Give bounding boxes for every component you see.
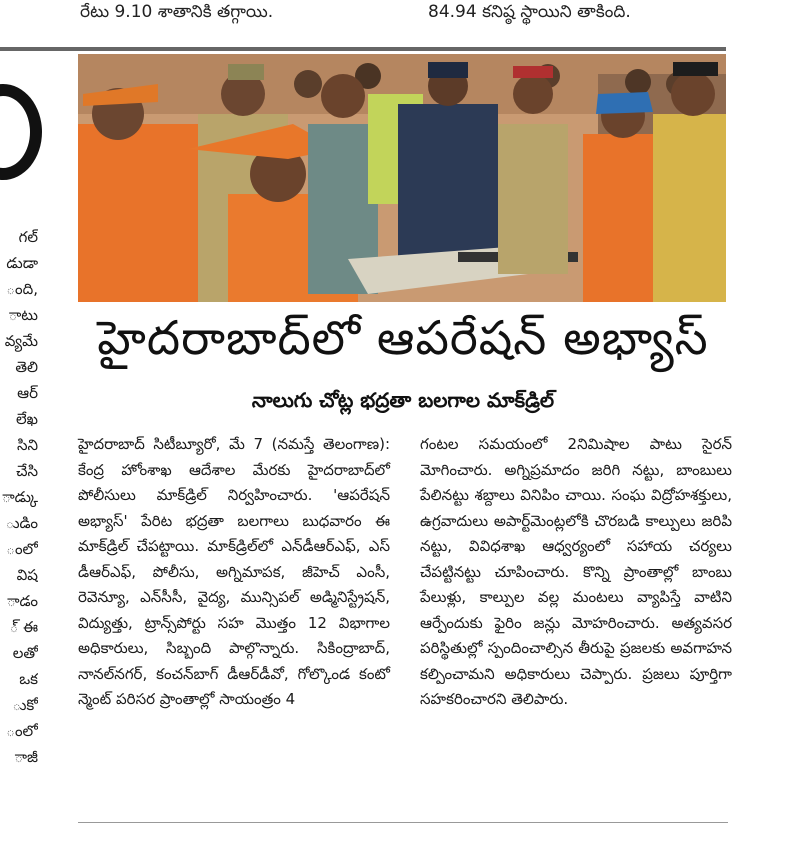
left-column-fragment: విష [16,566,38,584]
left-column-fragment: లేఖ [16,410,38,428]
left-column-fragment: సిని [16,436,38,454]
left-column-fragment: ుకో [12,696,38,714]
left-column-fragment: ాజీ [14,748,38,766]
left-column-fragment: ంది, [6,280,38,298]
left-column-fragment: వ్యమే [4,332,38,350]
left-column-fragment: లతో [12,644,38,662]
article-subhead: నాలుగు చోట్ల భద్రతా బలగాల మాక్‌డ్రిల్ [251,388,555,412]
left-column-fragment: ్ ఈ [9,618,38,636]
article-body-text-2: గంటల సమయంలో 2నిమిషాల పాటు సైరన్ మోగించారు. అగ్నిప్రమాదం జరిగి నట్టు, బాంబులు పేలినట్టు శబ్దాలు వినిపిం చాయి. సంఘ విద్రోహశక్తులు, ఉగ్రవాదులు అపార్ట్‌మెంట్లలోకి చొరబడి కాల్పులు జరిపి నట్టు, వివిధశాఖ ఆధ్వర్యంలో సహాయ చర్యలు చేపట్టినట్టు చూపించారు. కొన్ని ప్రాంతాల్లో బాంబు పేలుళ్లు, కాల్పుల వల్ల మంటలు వ్యాపిస్తే వాటిని ఆర్పేందుకు ఫైరిం జన్లు మోహరించారు. అత్యవసర పరిస్థితుల్లో స్పందించాల్సిన తీరుపై ప్రజలకు అవగాహన కల్పించామని అధికారులు చెప్పారు. ప్రజలు పూర్తిగా సహకరించారని తెలిపారు. [420,435,732,708]
left-column-fragment: ంలో [6,540,38,558]
article-body-text-1: హైదరాబాద్ సిటీబ్యూరో, మే 7 (నమస్తే తెలంగాణ): కేంద్ర హోంశాఖ ఆదేశాల మేరకు హైదరాబాద్‌లో పోలీసులు మాక్‌డ్రిల్ నిర్వహించారు. 'ఆపరేషన్ అభ్యాస్' పేరిట భద్రతా బలగాలు బుధవారం ఈ మాక్‌డ్రిల్ చేపట్టాయి. మాక్‌డ్రిల్‌లో ఎన్‌డీఆర్‌ఎఫ్, ఎస్ డీఆర్‌ఎఫ్, పోలీసు, అగ్నిమాపక, జీహెచ్ ఎంసీ, రెవెన్యూ, ఎన్‌సీసీ, వైద్య, మున్సిపల్ అడ్మినిస్ట్రేషన్, విద్యుత్తు, ట్రాన్స్‌పోర్టు సహ మొత్తం 12 విభాగాల అధికారులు, సిబ్బంది పాల్గొన్నారు. సికింద్రాబాద్, నానల్‌నగర్, కంచన్‌బాగ్ డీఆర్‌డీవో, గోల్కొండ కంటో న్మెంట్ పరిసర ప్రాంతాల్లో సాయంత్రం 4 [78,435,390,708]
article-body-column-2 [420,432,732,713]
left-column-fragment: ాటు [8,306,38,324]
cropped-headline-glyph [0,84,42,180]
article-headline: హైదరాబాద్‌లో ఆపరేషన్ అభ్యాస్ [97,311,709,366]
left-column-fragment: తెలి [15,358,38,376]
news-photo [78,54,726,302]
left-column-fragment: ాడం [6,592,38,610]
left-column-fragment: ఆర్ [17,384,38,402]
left-column-fragment: ంలో [6,722,38,740]
left-column-fragment: గల్ [18,228,38,246]
left-column-fragment: డుడా [6,254,38,272]
article-body-column-1 [78,432,390,713]
bottom-divider [78,822,728,823]
rescue-drill-photo-icon [78,54,726,302]
left-column-fragment: ఒక [19,670,38,688]
previous-article-tail-right: 84.94 కనిష్ఠ స్థాయిని తాకింది. [428,2,631,22]
previous-article-tail-left: రేటు 9.10 శాతానికి తగ్గాయి. [80,2,274,22]
left-column-fragment: ుడిం [5,514,38,532]
left-column-fragment: చేసి [16,462,38,480]
top-divider [0,47,726,51]
left-column-fragment: ాడ్కు [2,488,38,506]
